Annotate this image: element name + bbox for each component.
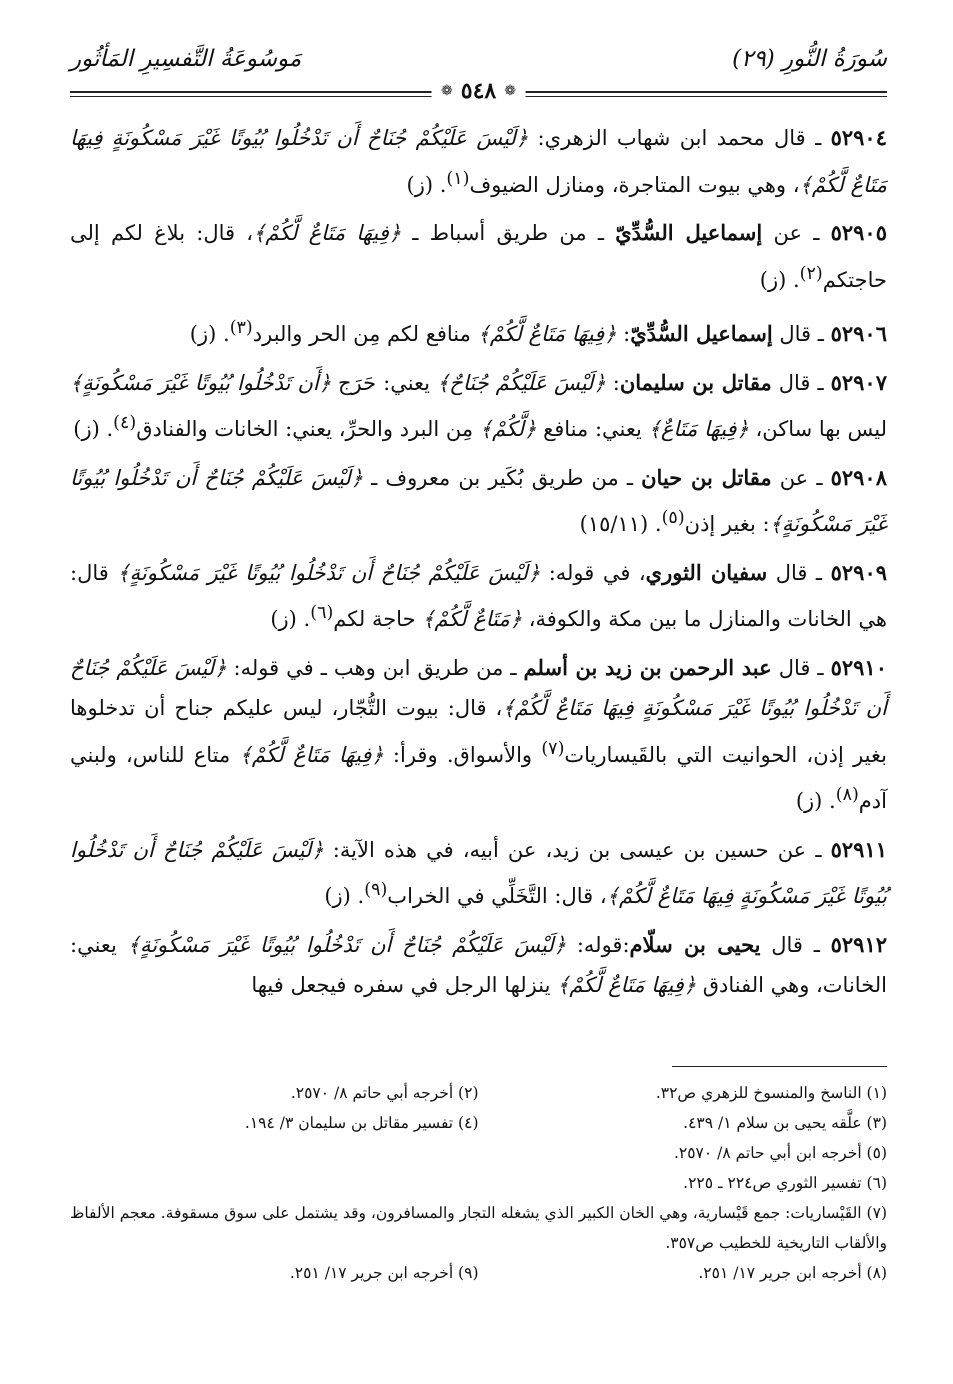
footnote-ref: (٢) xyxy=(799,263,823,284)
narrator-name: مقاتل بن حيان xyxy=(641,464,772,490)
footnote: (٦) تفسير الثوري ص٢٢٤ ـ ٢٢٥. xyxy=(683,1174,887,1192)
footnote: (١) الناسخ والمنسوخ للزهري ص٣٢. xyxy=(655,1084,887,1102)
footnote-ref: (٩) xyxy=(364,880,388,900)
text-segment: متاع للناس، ولبني آدم xyxy=(70,742,887,813)
footnote-row xyxy=(70,1258,887,1288)
quran-quote: ﴿فِيهَا مَتَاعٌ لَّكُمْ﴾ xyxy=(239,742,384,767)
footnote: (٢) أخرجه أبي حاتم ٨/ ٢٥٧٠. xyxy=(290,1084,479,1102)
footnote-ref: (١) xyxy=(446,168,470,189)
footnote: (٩) أخرجه ابن جرير ١٧/ ٢٥١. xyxy=(289,1264,479,1282)
text-segment: . (ز) xyxy=(406,172,447,197)
footnote: (٧) القَيْساريات: جمع قَيْسارية، وهي الخان الكبير الذي يشغله التجار والمسافرون، وقد يشتمل على سوق مسقوفة. معجم الألفاظ والألقاب التاريخية للخطيب ص٣٥٧. xyxy=(70,1204,887,1252)
footnote: (٨) أخرجه ابن جرير ١٧/ ٢٥١. xyxy=(698,1264,887,1282)
text-segment: ـ قال xyxy=(771,655,831,680)
athar-paragraph xyxy=(70,308,887,355)
text-segment: ، قال: بيوت التُّجّار، ليس عليكم جناح أن تدخلوها بغير إذن، الحوانيت التي بالقَيساريات xyxy=(70,696,887,767)
footnote-ref: (٥) xyxy=(661,508,685,528)
text-segment: ، قال: بلاغ لكم إلى حاجتكم xyxy=(70,221,887,292)
athar-paragraph xyxy=(70,925,887,1006)
narrator-name: يحيى بن سلّام xyxy=(629,931,761,957)
athar-number: ٥٢٩٠٤ xyxy=(830,125,887,150)
quran-quote: ﴿لَيْسَ عَلَيْكُمْ جُنَاحٌ أَن تَدْخُلُوا بُيُوتًا غَيْرَ مَسْكُونَةٍ﴾ xyxy=(127,932,567,957)
text-segment: : بغير إذن xyxy=(684,512,770,536)
text-segment: ليس بها ساكن، xyxy=(748,417,887,441)
footnote-ref: (٧) xyxy=(541,738,565,759)
text-segment: . (ز) xyxy=(189,322,230,346)
text-segment: ـ من طريق أسباط ـ xyxy=(401,221,616,245)
footnote: (٤) تفسير مقاتل بن سليمان ٣/ ١٩٤. xyxy=(244,1114,479,1132)
quran-quote: ﴿لَيْسَ عَلَيْكُمْ جُنَاحٌ أَن تَدْخُلُوا بُيُوتًا غَيْرَ مَسْكُونَةٍ﴾ xyxy=(70,465,887,536)
footnote: (٥) أخرجه ابن أبي حاتم ٨/ ٢٥٧٠. xyxy=(673,1144,887,1162)
athar-number: ٥٢٩١٠ xyxy=(830,654,887,680)
quran-quote: ﴿لَيْسَ عَلَيْكُمْ جُنَاحٌ﴾ xyxy=(437,370,606,395)
footnote-row xyxy=(70,1108,887,1138)
main-text xyxy=(70,118,887,1014)
text-segment: ـ عن xyxy=(762,221,831,245)
text-segment: . (١٥/١١) xyxy=(579,512,662,536)
athar-number: ٥٢٩٠٥ xyxy=(830,220,887,245)
quran-quote: ﴿أَن تَدْخُلُوا بُيُوتًا غَيْرَ مَسْكُونَةٍ﴾ xyxy=(70,370,332,395)
text-segment: ، وهي بيوت المتاجرة، ومنازل الضيوف xyxy=(469,172,800,197)
narrator-name: إسماعيل السُّدِّيّ xyxy=(630,321,773,346)
surah-title: سُورَةُ النُّورِ (٢٩) xyxy=(732,46,887,72)
ornament-icon: ❁ xyxy=(441,83,453,99)
text-segment: ـ قال xyxy=(767,560,831,585)
text-segment: :قوله: xyxy=(566,932,630,957)
quran-quote: ﴿فِيهَا مَتَاعٌ لَّكُمْ﴾ xyxy=(477,322,617,346)
text-segment: ـ عن xyxy=(771,465,831,490)
book-title: مَوسُوعَةُ التَّفسِيرِ المَأثُور xyxy=(70,46,302,72)
quran-quote: ﴿لَيْسَ عَلَيْكُمْ جُنَاحٌ أَن تَدْخُلُوا بُيُوتًا غَيْرَ مَسْكُونَةٍ فِيهَا مَتَاعٌ لَّكُمْ﴾ xyxy=(70,126,887,197)
text-segment: ـ قال xyxy=(760,932,831,957)
athar-number: ٥٢٩١١ xyxy=(830,836,887,862)
text-segment: ، في قوله: xyxy=(540,560,646,585)
footnote-rule xyxy=(672,1066,887,1067)
quran-quote: ﴿فِيهَا مَتَاعٌ﴾ xyxy=(648,417,749,441)
narrator-name: سفيان الثوري xyxy=(645,559,768,585)
quran-quote: ﴿مَتَاعٌ لَّكُمْ﴾ xyxy=(422,607,523,631)
quran-quote: ﴿فِيهَا مَتَاعٌ لَّكُمْ﴾ xyxy=(557,973,697,997)
page-header xyxy=(70,44,887,104)
ornament-icon: ❁ xyxy=(504,83,516,99)
athar-paragraph xyxy=(70,118,887,205)
quran-quote: ﴿لَيْسَ عَلَيْكُمْ جُنَاحٌ أَن تَدْخُلُوا بُيُوتًا غَيْرَ مَسْكُونَةٍ فِيهَا مَتَاعٌ لَّكُمْ﴾ xyxy=(70,655,887,720)
text-segment: . (ز) xyxy=(324,884,365,908)
footnote: (٣) علَّقه يحيى بن سلام ١/ ٤٣٩. xyxy=(683,1114,887,1132)
footnote-ref: (٦) xyxy=(310,603,334,623)
text-segment: مِن البرد والحرِّ، يعني: الخانات والفنادق xyxy=(136,417,480,441)
text-segment: ـ عن حسين بن عيسى بن زيد، عن أبيه، في هذه الآية: xyxy=(323,837,831,862)
text-segment: يعني: حَرَج xyxy=(331,370,437,395)
footnote-ref: (٤) xyxy=(113,413,137,433)
athar-number: ٥٢٩٠٦ xyxy=(830,321,887,346)
athar-number: ٥٢٩٠٨ xyxy=(830,464,887,490)
text-segment: : xyxy=(616,322,631,346)
text-segment: : xyxy=(605,370,620,395)
text-segment: منافع لكم مِن الحر والبرد xyxy=(252,322,478,346)
text-segment: ـ قال محمد ابن شهاب الزهري: xyxy=(528,126,831,150)
text-segment: . (ز) xyxy=(270,607,311,631)
narrator-name: إسماعيل السُّدِّيّ xyxy=(615,220,763,245)
page-number-box xyxy=(431,78,526,104)
narrator-name: عبد الرحمن بن زيد بن أسلم xyxy=(523,654,772,680)
text-segment: حاجة لكم xyxy=(333,607,423,631)
text-segment: ـ قال xyxy=(771,370,831,395)
text-segment: . (ز) xyxy=(73,417,114,441)
footnote-ref: (٨) xyxy=(835,785,859,805)
text-segment: ينزلها الرجل في سفره فيجعل فيها xyxy=(251,973,558,997)
athar-paragraph xyxy=(70,553,887,640)
athar-number: ٥٢٩٠٧ xyxy=(830,369,887,395)
text-segment: ـ من طريق ابن وهب ـ في قوله: xyxy=(226,655,524,680)
narrator-name: مقاتل بن سليمان xyxy=(619,369,772,395)
text-segment: قال: هي الخانات والمنازل ما بين مكة والكوفة، xyxy=(70,560,887,631)
athar-paragraph xyxy=(70,213,887,300)
footnote-row xyxy=(70,1078,887,1108)
text-segment: يعني: الخانات، وهي الفنادق xyxy=(70,932,887,997)
text-segment: ـ قال xyxy=(772,322,831,346)
text-segment: ـ من طريق بُكَير بن معروف ـ xyxy=(363,465,642,490)
page-number: ٥٤٨ xyxy=(460,78,497,104)
athar-paragraph xyxy=(70,458,887,545)
quran-quote: ﴿لَّكُمْ﴾ xyxy=(479,417,537,441)
quran-quote: ﴿لَيْسَ عَلَيْكُمْ جُنَاحٌ أَن تَدْخُلُوا بُيُوتًا غَيْرَ مَسْكُونَةٍ﴾ xyxy=(117,560,541,585)
athar-paragraph xyxy=(70,363,887,450)
footnotes xyxy=(70,1078,887,1288)
footnote-ref: (٣) xyxy=(229,318,253,338)
text-segment: يعني: منافع xyxy=(536,417,649,441)
quran-quote: ﴿لَيْسَ عَلَيْكُمْ جُنَاحٌ أَن تَدْخُلُوا بُيُوتًا غَيْرَ مَسْكُونَةٍ فِيهَا مَتَاعٌ لَّكُمْ﴾ xyxy=(70,837,887,908)
athar-number: ٥٢٩٠٩ xyxy=(830,559,888,585)
text-segment: والأسواق. وقرأ: xyxy=(383,742,542,767)
athar-paragraph xyxy=(70,648,887,822)
athar-number: ٥٢٩١٢ xyxy=(830,931,888,957)
athar-paragraph xyxy=(70,830,887,917)
text-segment: . (ز) xyxy=(795,789,836,813)
quran-quote: ﴿فِيهَا مَتَاعٌ لَّكُمْ﴾ xyxy=(253,221,402,245)
text-segment: ، قال: التَّخَلِّي في الخراب xyxy=(387,884,607,908)
text-segment: . (ز) xyxy=(759,267,800,292)
